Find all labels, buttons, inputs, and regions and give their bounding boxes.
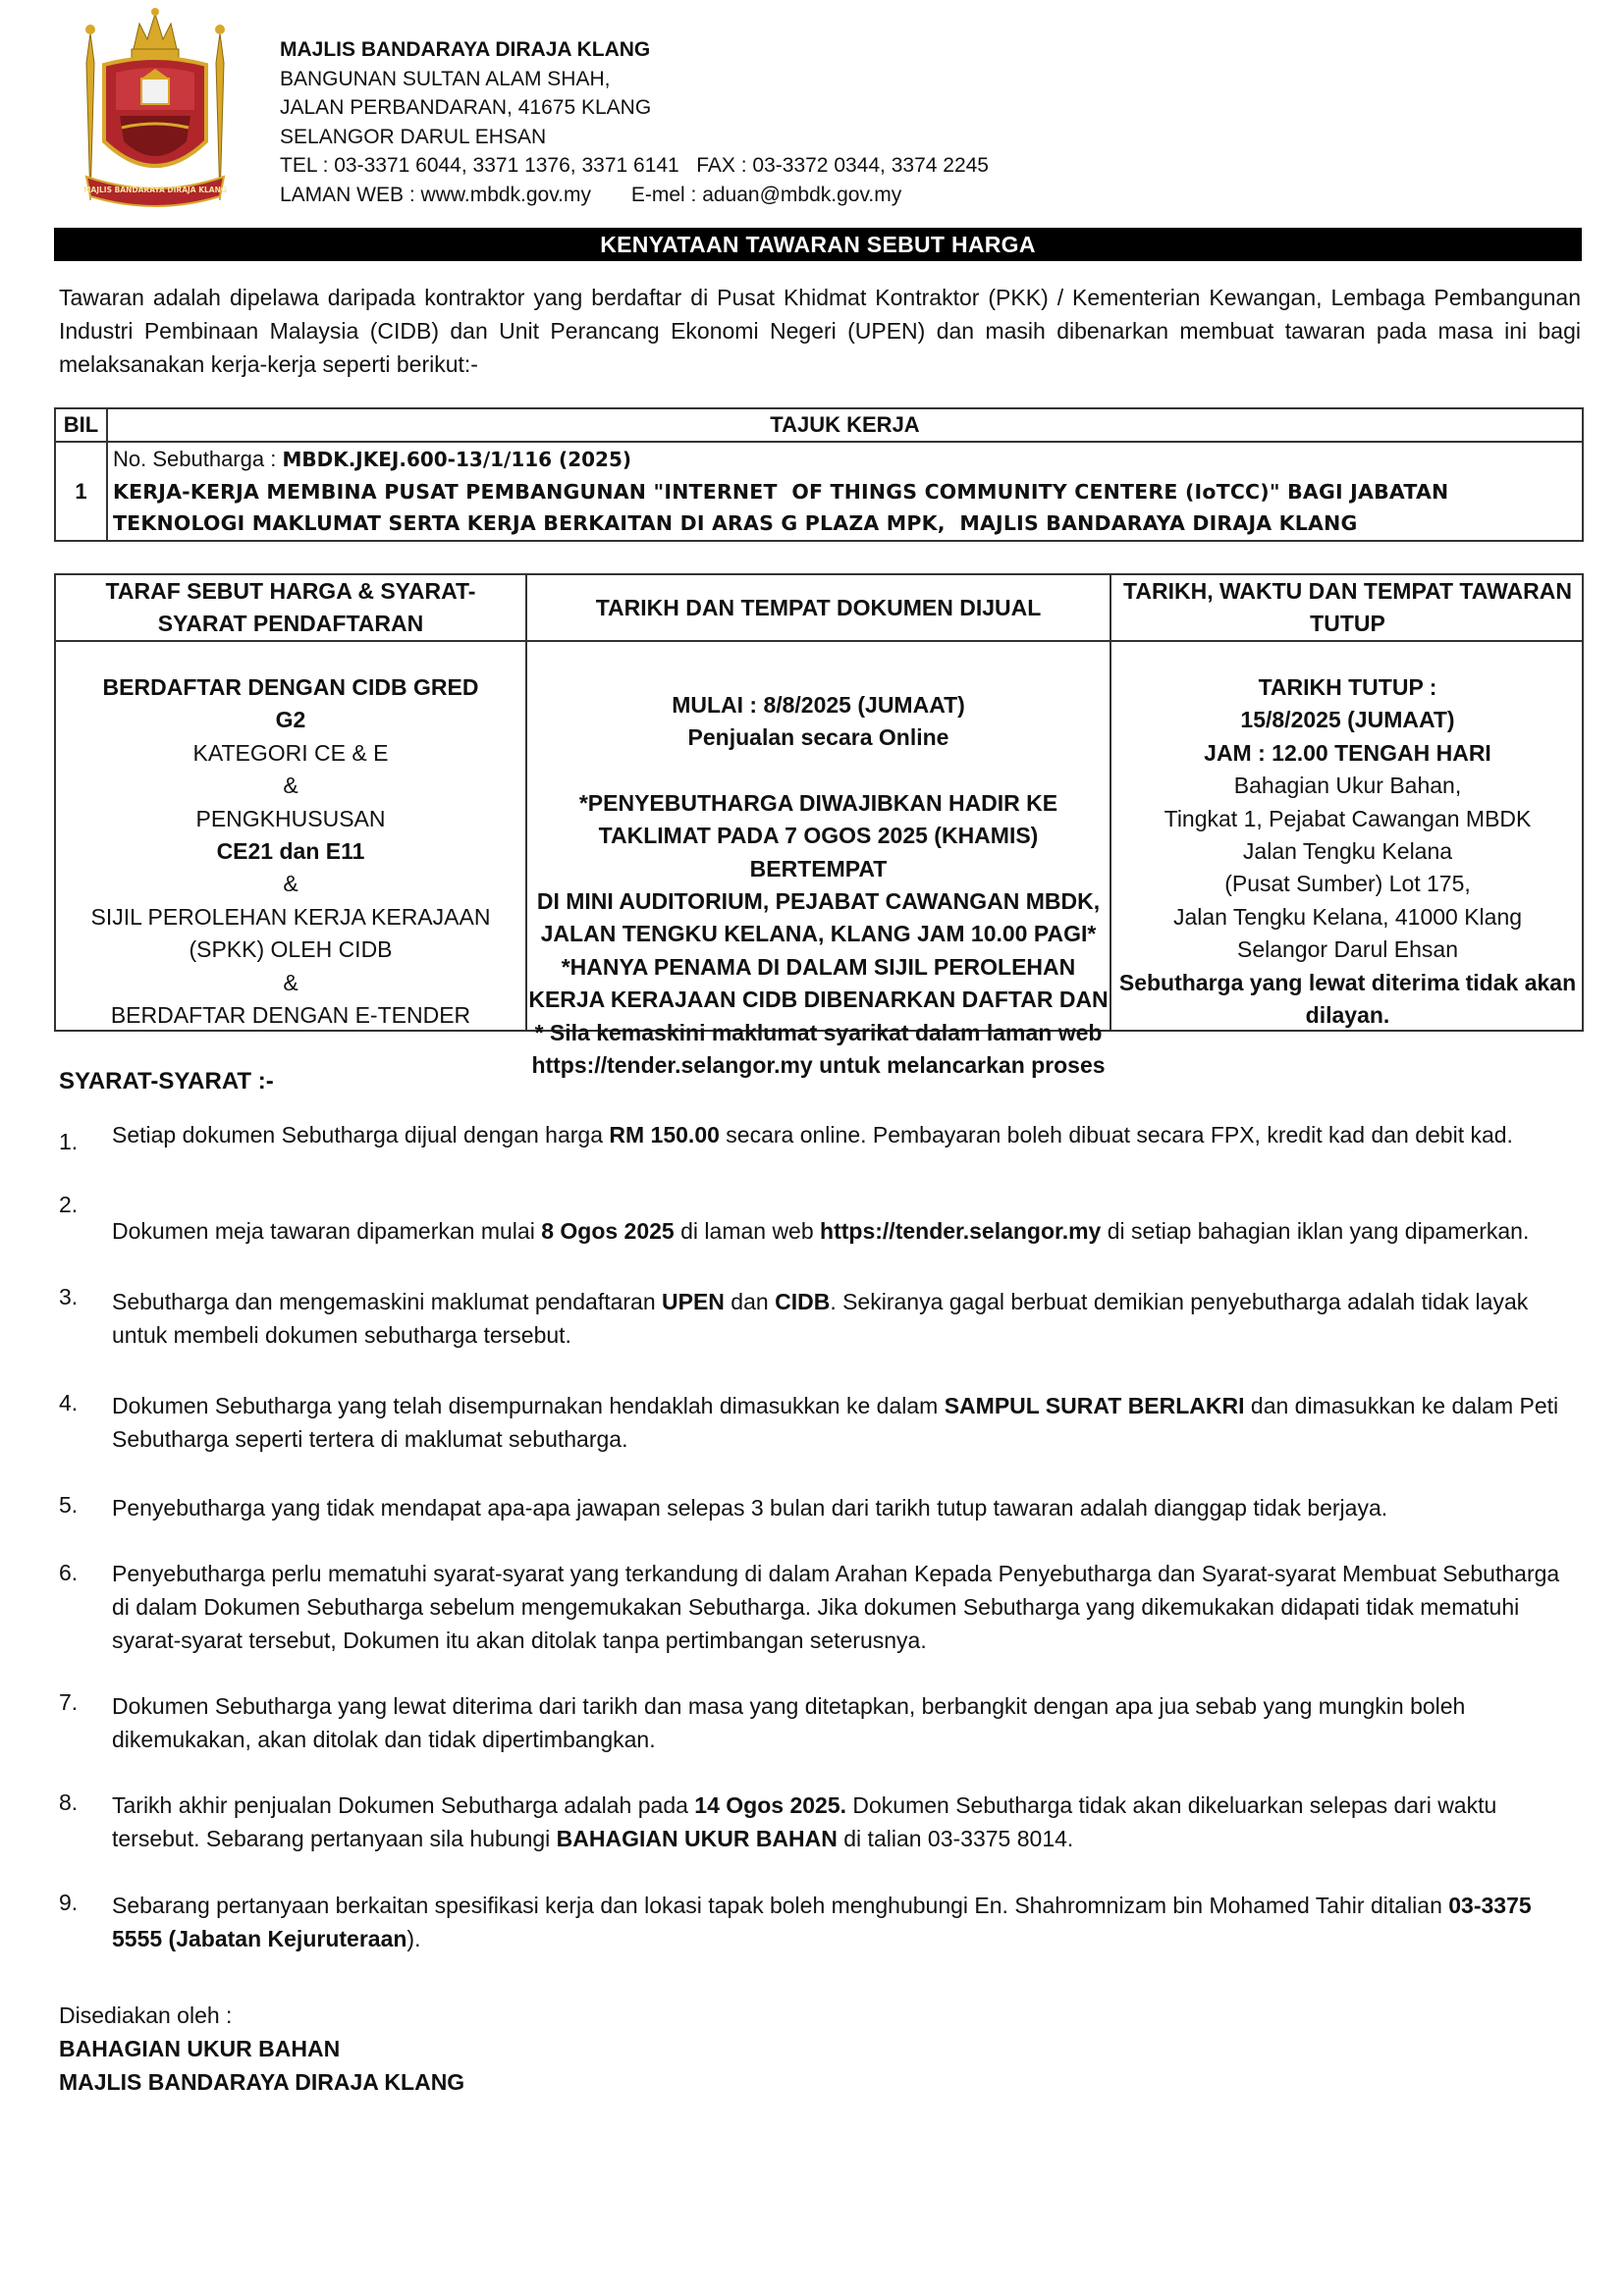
condition-number: 8. (59, 1789, 79, 1815)
req-line: CE21 dan E11 (216, 838, 365, 865)
col-header-bil: BIL (63, 412, 99, 437)
work-title-cell (113, 443, 1574, 539)
sale-line: DI MINI AUDITORIUM, PEJABAT CAWANGAN MBDK, (536, 888, 1101, 915)
ref-value: MBDK.JKEJ.600-13/1/116 (2025) (282, 448, 631, 471)
contact-tel-fax: TEL : 03-3371 6044, 3371 1376, 3371 6141 FAX : 03-3372 0344, 3374 2245 (280, 154, 989, 177)
req-line: G2 (275, 707, 306, 733)
closing-details (1111, 671, 1584, 1032)
signoff (59, 1999, 464, 2099)
address-line-1: BANGUNAN SULTAN ALAM SHAH, (280, 67, 611, 90)
closing-line: JAM : 12.00 TENGAH HARI (1204, 739, 1491, 766)
sale-line: Penjualan secara Online (687, 724, 949, 751)
sale-line: KERJA KERAJAAN CIDB DIBENARKAN DAFTAR DAN (528, 987, 1109, 1013)
address-line-2: JALAN PERBANDARAN, 41675 KLANG (280, 96, 652, 119)
condition-text: Penyebutharga yang tidak mendapat apa-apa jawapan selepas 3 bulan dari tarikh tutup tawaran adalah dianggap tidak berjaya. (112, 1495, 1388, 1521)
closing-line: 15/8/2025 (JUMAAT) (1240, 707, 1455, 733)
mbdk-crest-logo (77, 4, 234, 212)
closing-line: Tingkat 1, Pejabat Cawangan MBDK (1164, 805, 1532, 831)
condition-text: Setiap dokumen Sebutharga dijual dengan harga RM 150.00 secara online. Pembayaran boleh dibuat secara FPX, kredit kad dan debit kad. (112, 1122, 1513, 1148)
condition-number: 5. (59, 1492, 79, 1518)
req-line: SIJIL PEROLEHAN KERJA KERAJAAN (90, 903, 491, 930)
condition-text: Dokumen Sebutharga yang lewat diterima dari tarikh dan masa yang ditetapkan, berbangkit dengan apa jua sebab yang mungkin boleh dikemukakan, akan ditolak dan tidak dipertimbangkan. (112, 1693, 1466, 1752)
sale-line: * Sila kemaskini maklumat syarikat dalam laman web (534, 1019, 1103, 1045)
conditions-heading: SYARAT-SYARAT :- (59, 1068, 274, 1095)
req-line: & (283, 871, 298, 897)
tender-url: https://tender.selangor.my (820, 1218, 1102, 1244)
sale-line (527, 755, 1110, 787)
req-line: (SPKK) OLEH CIDB (189, 936, 393, 963)
req-line: BERDAFTAR DENGAN E-TENDER (110, 1002, 471, 1029)
closing-line: Bahagian Ukur Bahan, (1233, 773, 1462, 799)
col-header-closing: TARIKH, WAKTU DAN TEMPAT TAWARAN TUTUP (1123, 578, 1572, 636)
closing-line: TARIKH TUTUP : (1258, 674, 1437, 700)
req-line: & (283, 969, 298, 995)
work-title-table (54, 407, 1584, 542)
org-name: MAJLIS BANDARAYA DIRAJA KLANG (280, 38, 651, 61)
sale-line: *HANYA PENAMA DI DALAM SIJIL PEROLEHAN (561, 953, 1076, 980)
address-line-3: SELANGOR DARUL EHSAN (280, 125, 547, 148)
req-line: BERDAFTAR DENGAN CIDB GRED (102, 674, 479, 700)
condition-text: Dokumen meja tawaran dipamerkan mulai 8 Ogos 2025 di laman web https://tender.selangor.my di setiap bahagian iklan yang dipamerkan. (112, 1218, 1530, 1244)
closing-line: Jalan Tengku Kelana, 41000 Klang (1172, 903, 1523, 930)
signoff-org: MAJLIS BANDARAYA DIRAJA KLANG (59, 2069, 465, 2095)
row-number: 1 (75, 479, 87, 504)
sale-line: TAKLIMAT PADA 7 OGOS 2025 (KHAMIS) BERTEMPAT (598, 823, 1039, 881)
condition-number: 3. (59, 1284, 79, 1309)
sale-line: *PENYEBUTHARGA DIWAJIBKAN HADIR KE (578, 789, 1058, 816)
work-title-line-2: TEKNOLOGI MAKLUMAT SERTA KERJA BERKAITAN DI ARAS G PLAZA MPK, MAJLIS BANDARAYA DIRAJA KLANG (113, 511, 1358, 535)
logo-ribbon-text: MAJLIS BANDARAYA DIRAJA KLANG (82, 186, 228, 194)
letterhead (280, 35, 989, 209)
registration-requirements (56, 671, 525, 1032)
closing-line: dilayan. (1305, 1002, 1390, 1029)
req-line: KATEGORI CE & E (192, 739, 389, 766)
condition-number: 4. (59, 1390, 79, 1415)
contact-web-email: LAMAN WEB : www.mbdk.gov.my E-mel : aduan@mbdk.gov.my (280, 183, 902, 206)
condition-number: 1. (59, 1129, 79, 1154)
signoff-dept: BAHAGIAN UKUR BAHAN (59, 2036, 341, 2061)
req-line: & (283, 773, 298, 799)
intro-paragraph: Tawaran adalah dipelawa daripada kontraktor yang berdaftar di Pusat Khidmat Kontraktor (PKK) / Kementerian Kewangan, Lembaga Pembangunan Industri Pembinaan Malaysia (CIDB) dan Unit Perancang Ekonomi Negeri (UPEN) dan masih dibenarkan membuat tawaran pada masa ini bagi melaksanakan kerja-kerja seperti berikut:- (59, 285, 1581, 377)
condition-number: 9. (59, 1890, 79, 1915)
closing-line: Selangor Darul Ehsan (1236, 936, 1459, 963)
prepared-by-label: Disediakan oleh : (59, 2002, 233, 2028)
details-table (54, 573, 1584, 1079)
closing-line: (Pusat Sumber) Lot 175, (1224, 871, 1471, 897)
condition-text: Penyebutharga perlu mematuhi syarat-syarat yang terkandung di dalam Arahan Kepada Penyebutharga dan Syarat-syarat Membuat Sebutharga di dalam Dokumen Sebutharga sebelum mengemukakan Sebutharga. Jika dokumen Sebutharga yang dikemukakan didapati tidak mematuhi syarat-syarat tersebut, Dokumen itu akan ditolak tanpa pertimbangan seterusnya. (112, 1561, 1560, 1653)
col-header-tajuk-kerja: TAJUK KERJA (770, 412, 920, 437)
condition-text: Sebutharga dan mengemaskini maklumat pendaftaran UPEN dan CIDB. Sekiranya gagal berbuat demikian penyebutharga adalah tidak layak untuk membeli dokumen sebutharga tersebut. (112, 1289, 1529, 1348)
condition-text: Tarikh akhir penjualan Dokumen Sebutharga adalah pada 14 Ogos 2025. Dokumen Sebutharga tidak akan dikeluarkan selepas dari waktu tersebut. Sebarang pertanyaan sila hubungi BAHAGIAN UKUR BAHAN di talian 03-3375 8014. (112, 1792, 1497, 1851)
closing-line: Jalan Tengku Kelana (1242, 838, 1453, 865)
quotation-ref (113, 443, 1574, 476)
condition-number: 2. (59, 1192, 79, 1217)
sale-line: JALAN TENGKU KELANA, KLANG JAM 10.00 PAGI* (540, 921, 1097, 947)
col-header-registration: TARAF SEBUT HARGA & SYARAT-SYARAT PENDAFTARAN (105, 578, 476, 636)
work-title-line-1: KERJA-KERJA MEMBINA PUSAT PEMBANGUNAN "INTERNET OF THINGS COMMUNITY CENTERE (IoTCC)" BAGI JABATAN (113, 480, 1449, 504)
condition-number: 6. (59, 1560, 79, 1585)
sale-line: MULAI : 8/8/2025 (JUMAAT) (672, 692, 965, 718)
document-sale-details (527, 689, 1110, 1082)
tender-portal-link[interactable]: https://tender.selangor.my untuk melancarkan proses (531, 1052, 1106, 1079)
condition-text: Sebarang pertanyaan berkaitan spesifikasi kerja dan lokasi tapak boleh menghubungi En. Shahromnizam bin Mohamed Tahir ditalian 03-3375 5555 (Jabatan Kejuruteraan). (112, 1893, 1532, 1951)
condition-number: 7. (59, 1689, 79, 1715)
notice-title: KENYATAAN TAWARAN SEBUT HARGA (54, 228, 1582, 261)
closing-line: Sebutharga yang lewat diterima tidak akan (1118, 969, 1577, 995)
req-line: PENGKHUSUSAN (195, 805, 386, 831)
condition-text: Dokumen Sebutharga yang telah disempurnakan hendaklah dimasukkan ke dalam SAMPUL SURAT BERLAKRI dan dimasukkan ke dalam Peti Sebutharga seperti tertera di maklumat sebutharga. (112, 1393, 1559, 1452)
col-header-document-sale: TARIKH DAN TEMPAT DOKUMEN DIJUAL (595, 594, 1042, 620)
ref-label: No. Sebutharga : (113, 447, 283, 471)
